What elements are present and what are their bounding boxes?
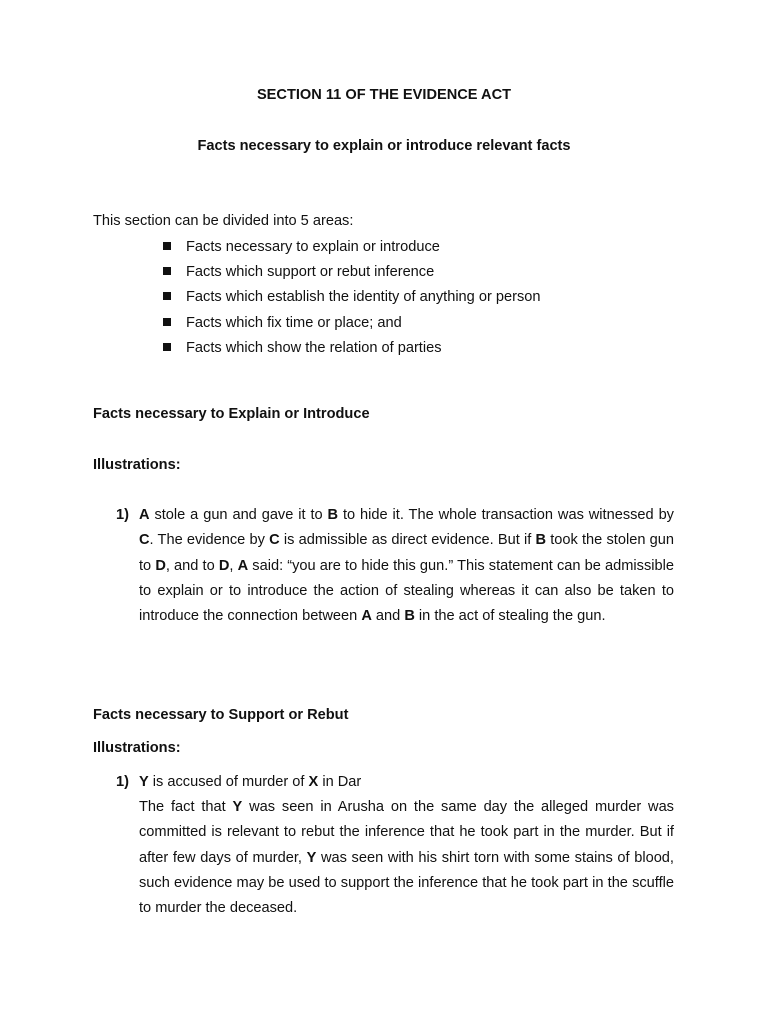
bold-party-letter: A xyxy=(361,608,372,625)
section-heading-support: Facts necessary to Support or Rebut xyxy=(93,707,349,723)
bold-party-letter: A xyxy=(139,507,150,523)
illustrations-label: Illustrations: xyxy=(93,740,181,756)
intro-text: This section can be divided into 5 areas: xyxy=(93,213,354,229)
square-bullet-icon xyxy=(163,242,171,250)
illustration-paragraph xyxy=(139,795,674,921)
bold-party-letter: C xyxy=(269,532,280,549)
list-item: Facts necessary to explain or introduce xyxy=(160,238,541,263)
illustration-first-line xyxy=(139,770,674,795)
bold-party-letter: A xyxy=(237,557,249,574)
text-run: stole a gun and gave it to xyxy=(149,507,328,523)
bold-party-letter: C xyxy=(139,532,150,549)
bold-party-letter: D xyxy=(218,557,230,574)
text-run: was seen in Arusha on the same day the alleged murder was committed is relevant to rebut the inference that he took part in the murder. But if after few days of murder, xyxy=(139,799,674,866)
section-heading-explain: Facts necessary to Explain or Introduce xyxy=(93,406,370,422)
text-run: took the stolen gun to xyxy=(139,532,674,574)
text-run: , and to xyxy=(165,557,219,574)
text-run: The fact that xyxy=(139,799,233,815)
text-run: in the act of stealing the gun. xyxy=(414,608,606,625)
document-subtitle: Facts necessary to explain or introduce relevant facts xyxy=(197,138,571,154)
bold-party-letter: B xyxy=(535,532,547,549)
item-number: 1) xyxy=(116,774,129,790)
square-bullet-icon xyxy=(163,292,171,300)
illustration-paragraph xyxy=(139,503,674,629)
item-number: 1) xyxy=(116,507,129,523)
square-bullet-icon xyxy=(163,267,171,275)
list-item: Facts which show the relation of parties xyxy=(160,339,541,364)
text-run: and xyxy=(371,608,405,625)
square-bullet-icon xyxy=(163,343,171,351)
list-item: Facts which support or rebut inference xyxy=(160,263,541,288)
list-item: Facts which establish the identity of anything or person xyxy=(160,288,541,313)
bold-party-letter: X xyxy=(308,774,319,790)
square-bullet-icon xyxy=(163,318,171,326)
illustrations-label: Illustrations: xyxy=(93,457,181,473)
text-run: . The evidence by xyxy=(149,532,270,549)
text-run: is admissible as direct evidence. But if xyxy=(279,532,536,549)
text-run: said: “you are to hide this gun.” This statement can be admissible to explain or to introduce the action of stealing whereas it can also be taken to introduce the connection between xyxy=(139,557,674,625)
text-run: is accused of murder of xyxy=(148,774,309,790)
text-run: in Dar xyxy=(318,774,362,790)
list-item: Facts which fix time or place; and xyxy=(160,314,541,339)
text-run: , xyxy=(229,557,238,574)
text-run: was seen with his shirt torn with some stains of blood, such evidence may be used to support the inference that he took part in the scuffle to murder the deceased. xyxy=(139,849,674,917)
bold-party-letter: B xyxy=(327,507,339,523)
bold-party-letter: Y xyxy=(306,849,317,866)
bold-party-letter: Y xyxy=(232,799,243,815)
text-run: to hide it. The whole transaction was witnessed by xyxy=(338,507,674,523)
bold-party-letter: Y xyxy=(139,774,149,790)
areas-list xyxy=(160,238,541,364)
document-title: SECTION 11 OF THE EVIDENCE ACT xyxy=(256,87,512,103)
bold-party-letter: B xyxy=(404,608,415,625)
bold-party-letter: D xyxy=(155,557,166,574)
